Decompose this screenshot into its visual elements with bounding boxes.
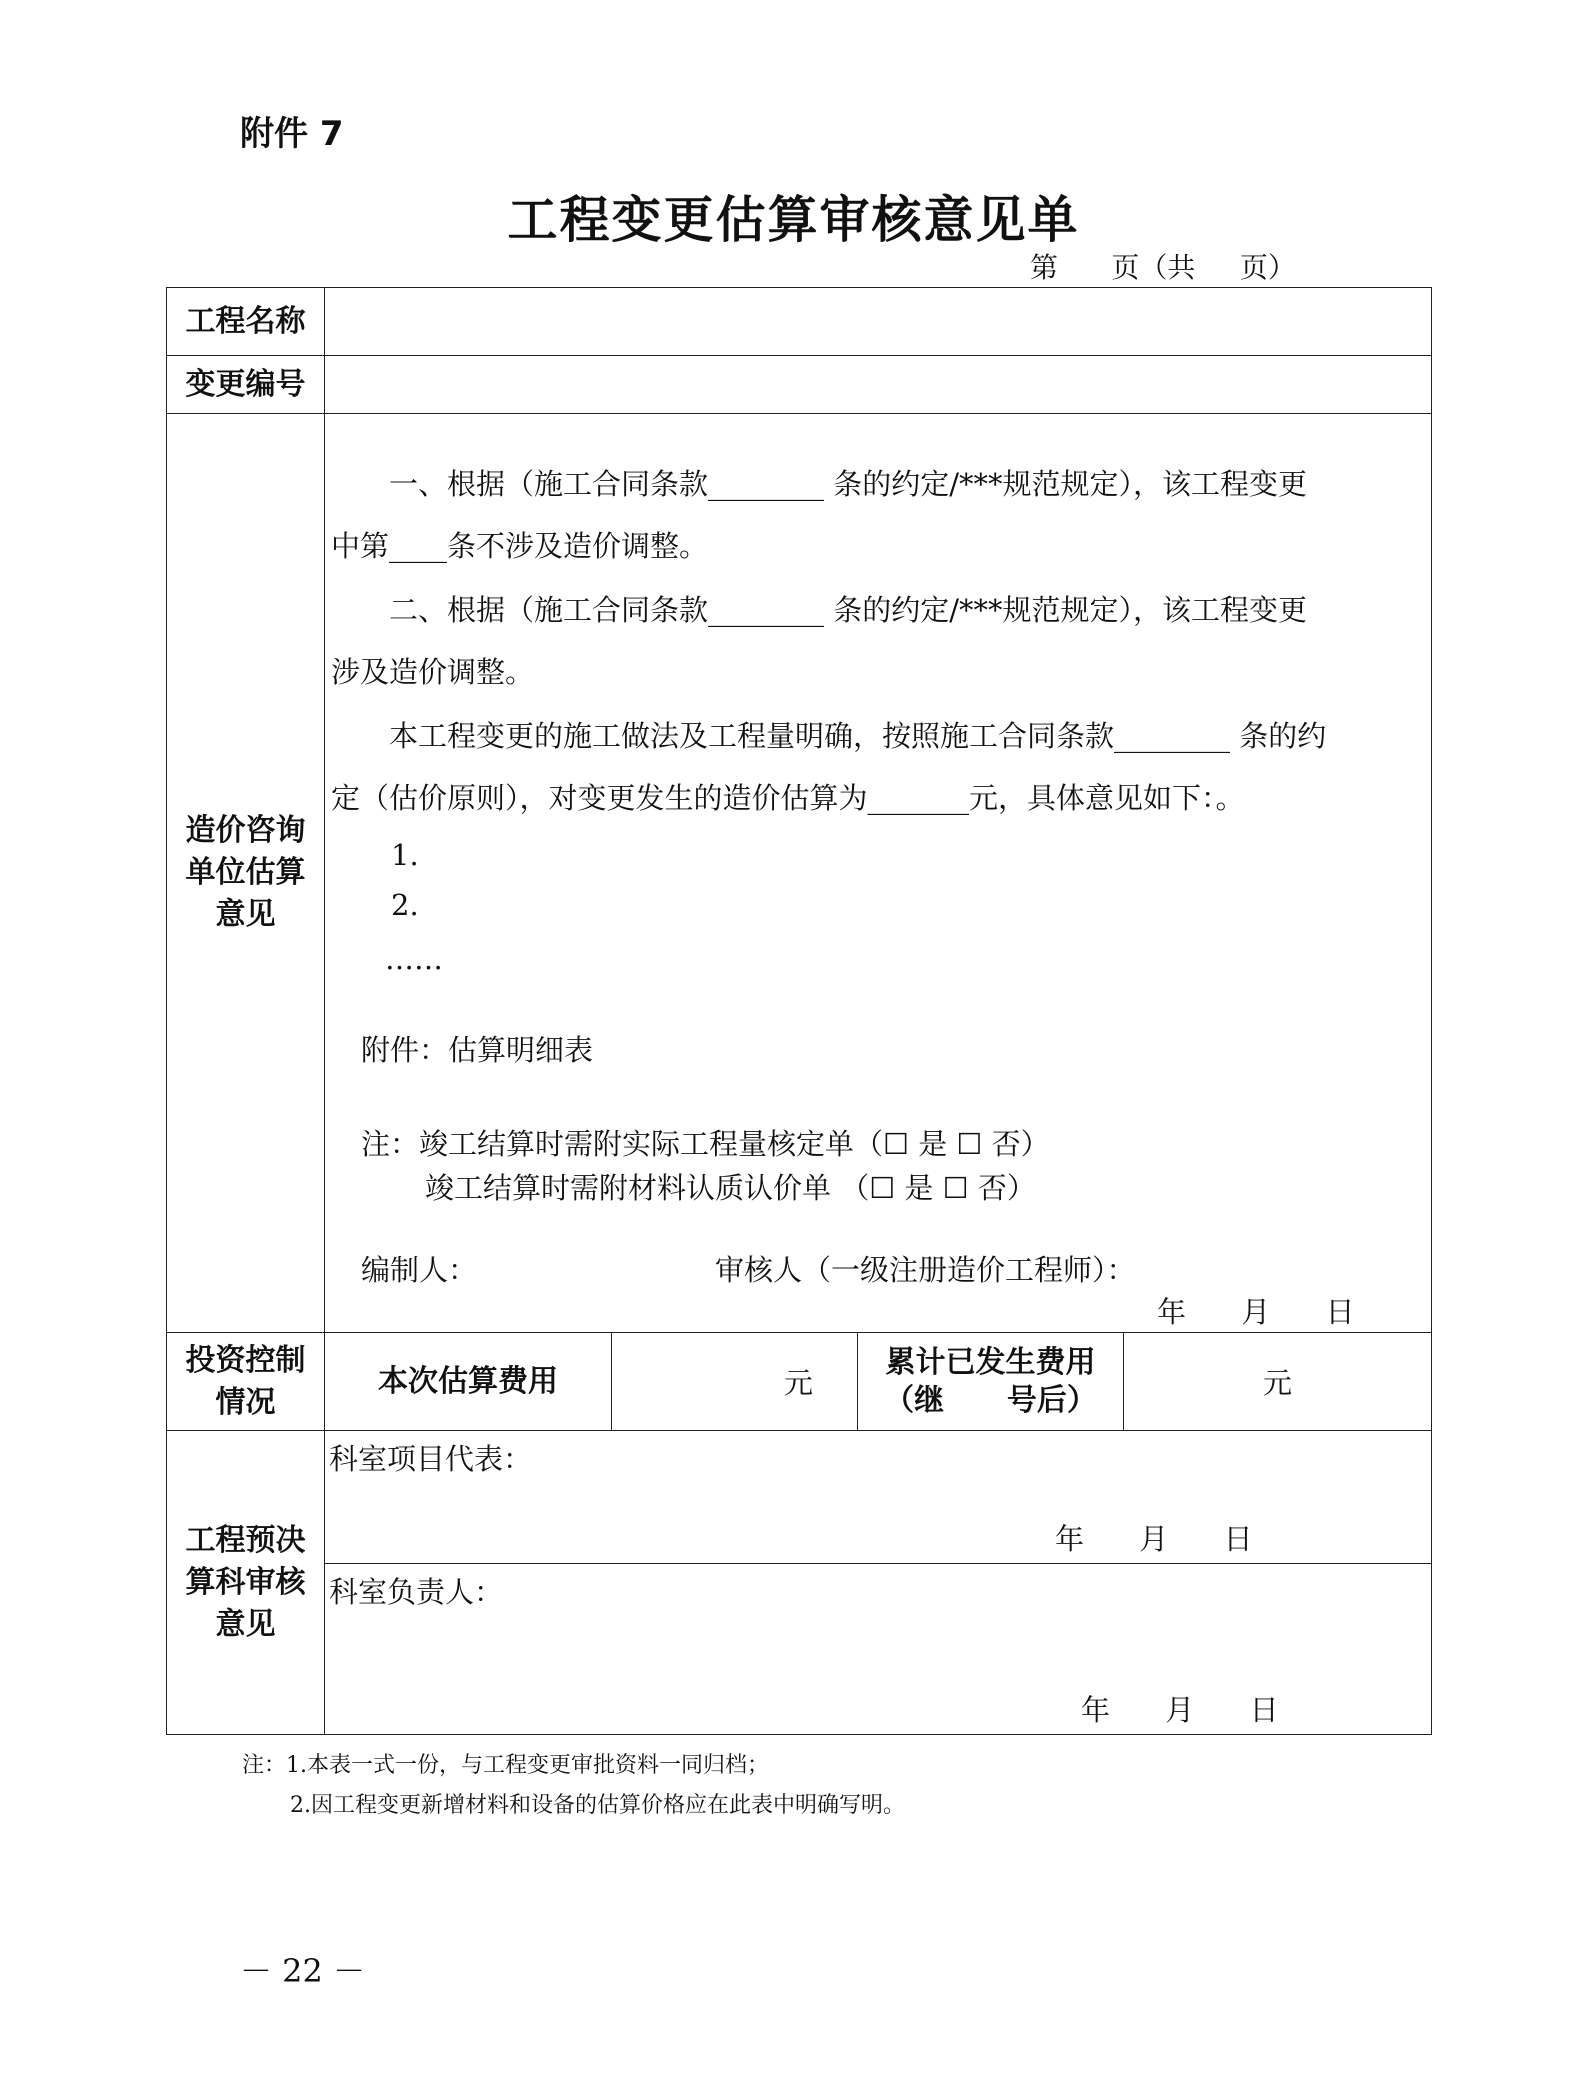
consult-opinion-label: 造价咨询单位估算意见 [167,414,325,1333]
project-name-field[interactable] [325,288,1432,356]
dept-head-cell[interactable] [325,1564,1432,1735]
dept-rep-cell[interactable] [325,1431,1432,1564]
opinion-date: 年 月 日 [1157,1295,1355,1329]
opinion-line4: 涉及造价调整。 [331,655,535,689]
opinion-attachment: 附件：估算明细表 [361,1033,594,1067]
opinion-ellipsis: …… [385,942,443,976]
opinion-line2: 中第____条不涉及造价调整。 [331,529,709,563]
row-project-name [167,288,1432,356]
cumulative-cost-field[interactable] [1124,1333,1432,1431]
footnote-1: 注：1.本表一式一份，与工程变更审批资料一同归档； [242,1753,769,1778]
current-estimate-field[interactable] [612,1333,858,1431]
investment-control-label: 投资控制情况 [167,1333,325,1431]
opinion-line1: 一、根据（施工合同条款________ 条的约定/***规范规定），该工程变更 [389,467,1307,501]
dept-rep-label: 科室项目代表： [329,1442,533,1476]
opinion-item1: 1. [391,838,419,872]
form-title: 工程变更估算审核意见单 [507,190,1080,249]
current-estimate-unit: 元 [783,1366,813,1400]
opinion-item2: 2. [391,888,419,922]
page-number: － 22 － [240,1952,366,1990]
review-form-table [166,287,1432,1735]
footnote-2: 2.因工程变更新增材料和设备的估算价格应在此表中明确写明。 [290,1793,905,1818]
opinion-note2: 竣工结算时需附材料认质认价单 （☐ 是 ☐ 否） [425,1171,1036,1205]
row-dept-head [167,1564,1432,1735]
consult-opinion-cell[interactable] [325,414,1432,1333]
current-estimate-label: 本次估算费用 [325,1333,612,1431]
dept-review-label: 工程预决算科审核意见 [167,1431,325,1735]
opinion-note1: 注：竣工结算时需附实际工程量核定单（☐ 是 ☐ 否） [361,1127,1050,1161]
dept-head-date: 年 月 日 [1081,1693,1279,1727]
dept-rep-date: 年 月 日 [1055,1522,1253,1556]
cumulative-cost-label: 累计已发生费用 （继 号后） [858,1333,1124,1431]
change-number-field[interactable] [325,356,1432,414]
opinion-line5: 本工程变更的施工做法及工程量明确，按照施工合同条款________ 条的约 [389,719,1327,753]
row-dept-rep [167,1431,1432,1564]
change-number-label: 变更编号 [167,356,325,414]
cumulative-cost-unit: 元 [1262,1366,1292,1400]
row-change-number [167,356,1432,414]
row-consult-opinion [167,414,1432,1333]
row-investment-control [167,1333,1432,1431]
page-info: 第 页（共 页） [1030,251,1296,284]
dept-head-label: 科室负责人： [329,1575,504,1609]
opinion-line3: 二、根据（施工合同条款________ 条的约定/***规范规定），该工程变更 [389,593,1307,627]
opinion-line6: 定（估价原则），对变更发生的造价估算为_______元，具体意见如下：。 [331,781,1245,815]
project-name-label: 工程名称 [167,288,325,356]
opinion-reviewer: 审核人（一级注册造价工程师）： [715,1253,1136,1287]
opinion-compiler: 编制人： [361,1253,478,1287]
attachment-label: 附件 7 [240,114,344,154]
